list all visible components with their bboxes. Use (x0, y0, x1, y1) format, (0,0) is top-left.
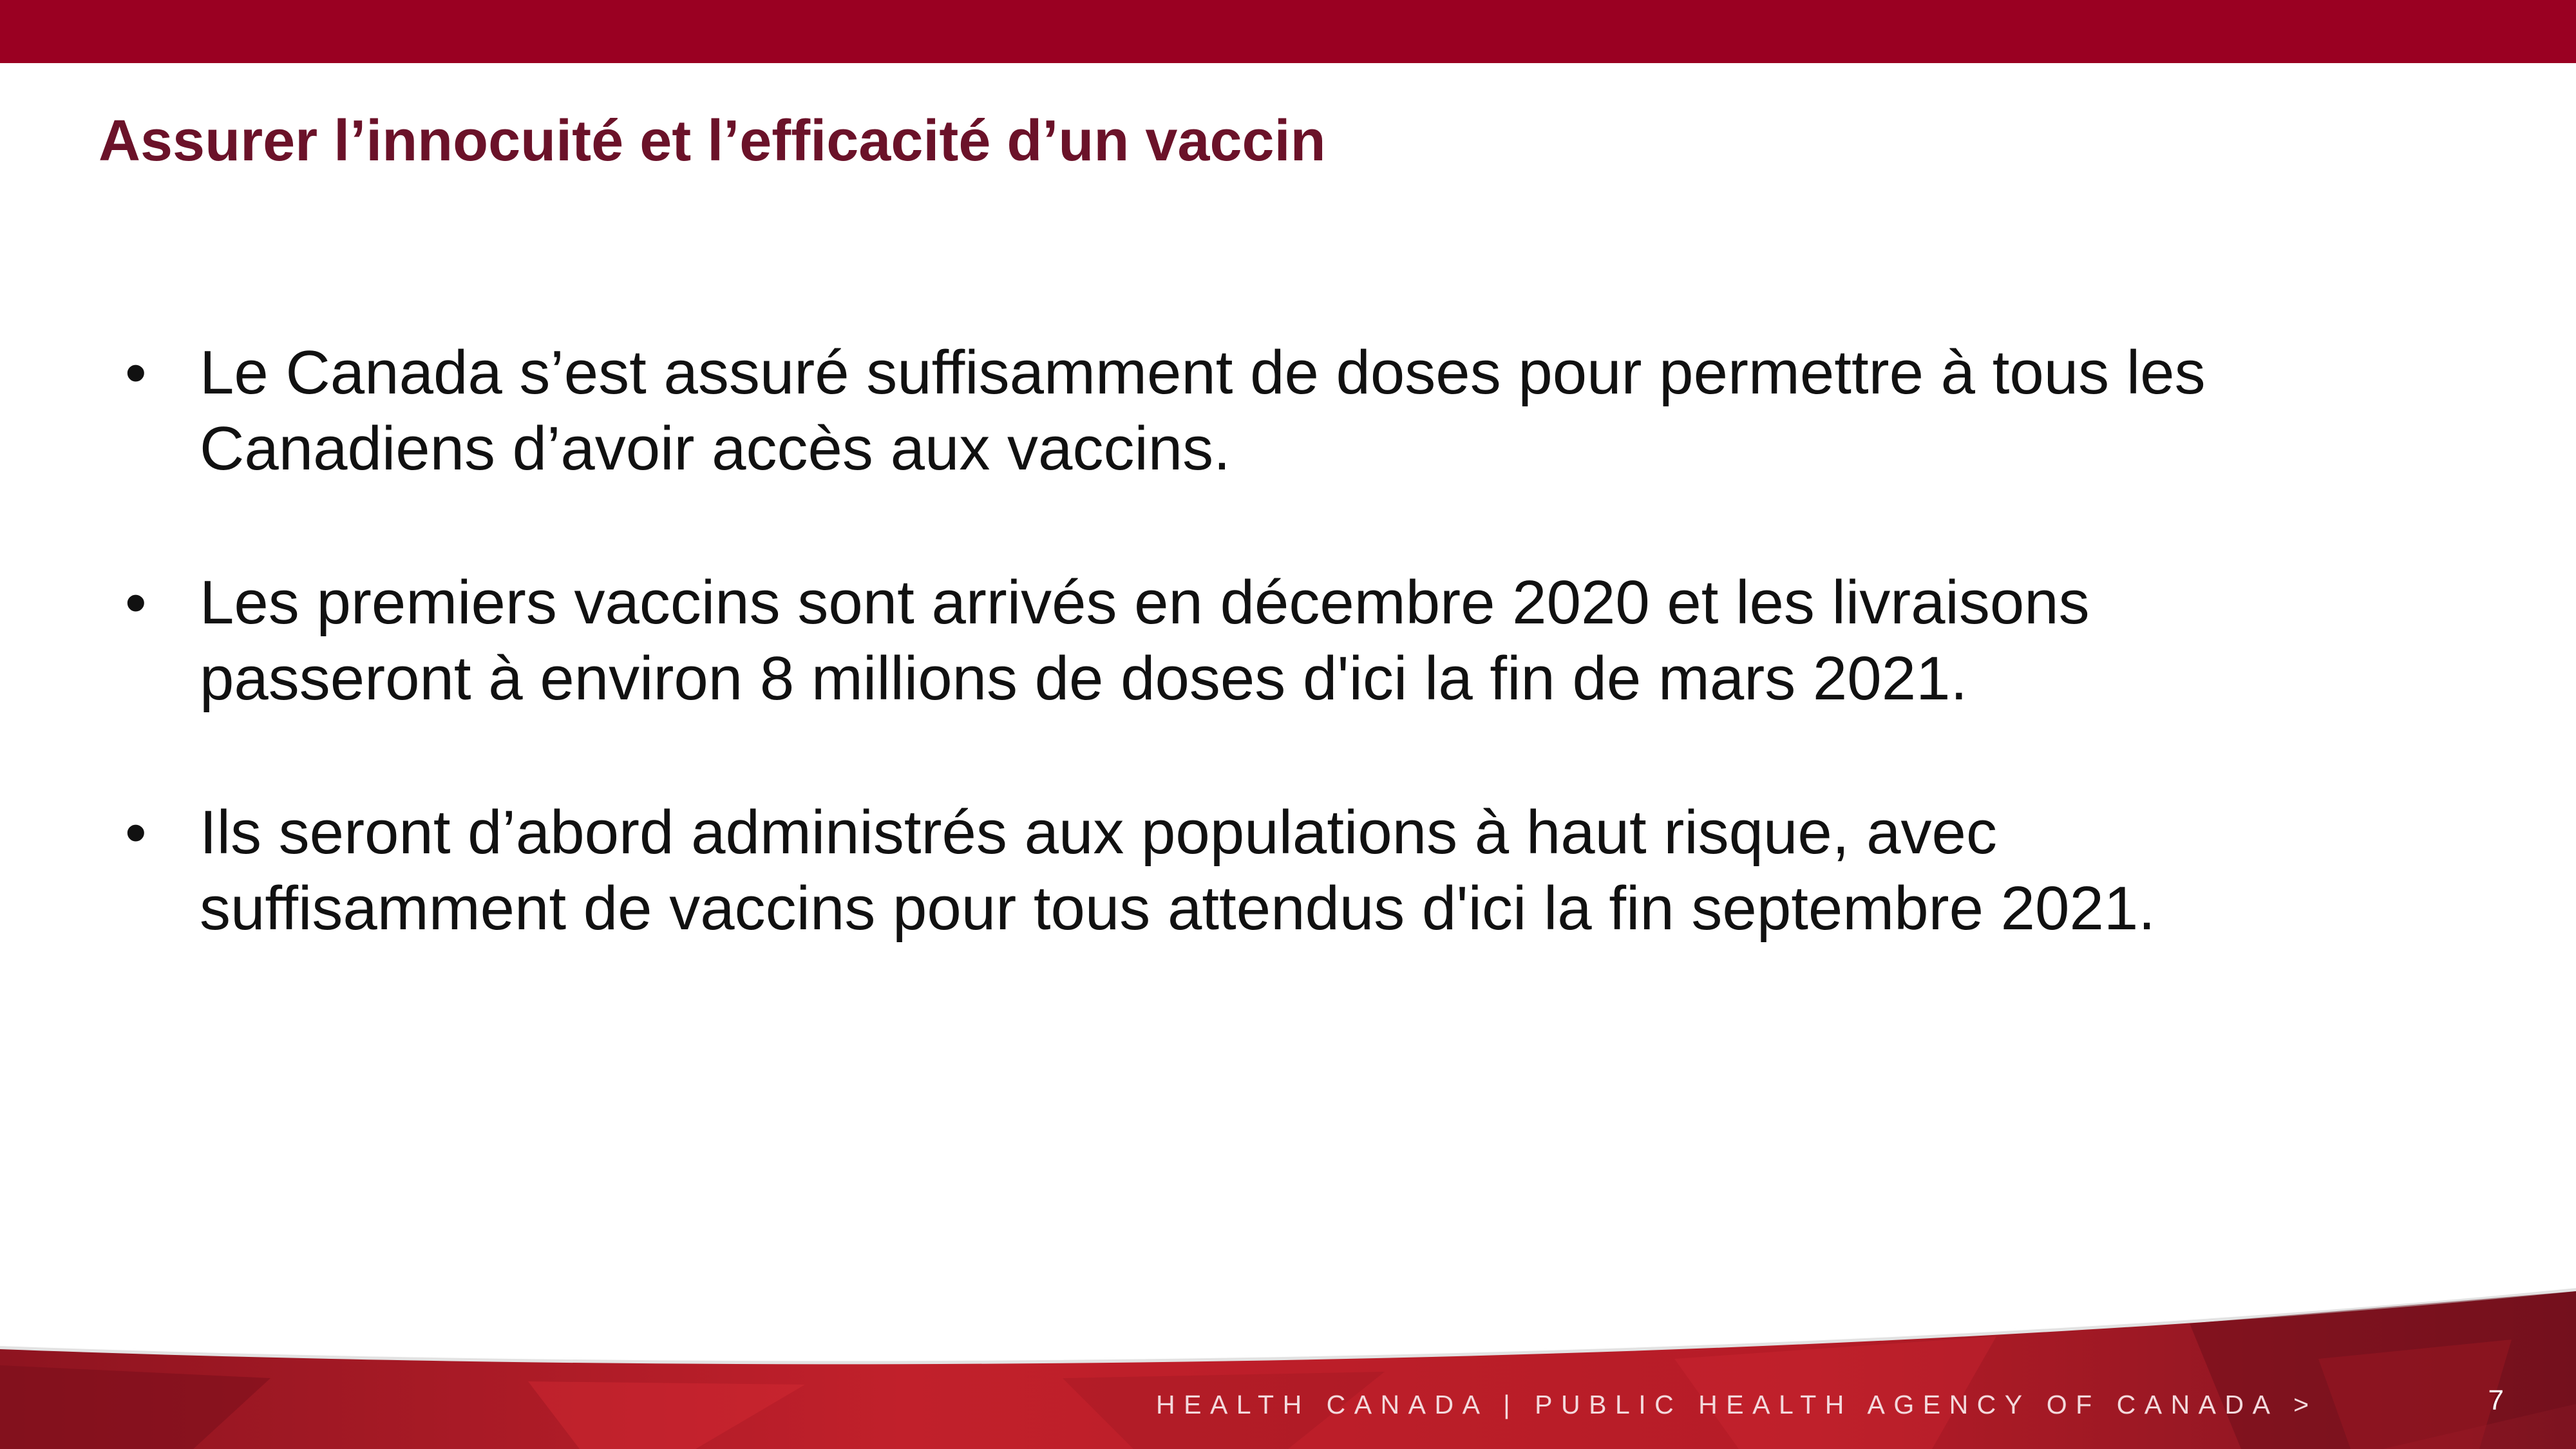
bullet-item (122, 565, 2376, 717)
bullet-marker: • (125, 568, 147, 637)
bullet-text: Le Canada s’est assuré suffisamment de doses pour permettre à tous les Canadiens d’avoir accès aux vaccins. (200, 338, 2206, 483)
slide-title: Assurer l’innocuité et l’efficacité d’un vaccin (99, 109, 1326, 173)
bullet-item (122, 335, 2376, 487)
bullet-text: Les premiers vaccins sont arrivés en décembre 2020 et les livraisons passeront à environ 8 millions de doses d'ici la fin de mars 2021. (200, 568, 2090, 713)
page-number: 7 (2488, 1385, 2504, 1416)
bullet-item (122, 795, 2376, 947)
footer-wave-graphic (0, 1262, 2576, 1449)
top-accent-bar (0, 0, 2576, 63)
footer-agency-text: HEALTH CANADA | PUBLIC HEALTH AGENCY OF CANADA > (1156, 1390, 2318, 1419)
bullet-marker: • (125, 338, 147, 407)
bullet-text: Ils seront d’abord administrés aux populations à haut risque, avec suffisamment de vaccins pour tous attendus d'ici la fin septembre 2021. (200, 798, 2155, 943)
bullet-list (122, 335, 2376, 1025)
footer-band (0, 1262, 2576, 1449)
bullet-marker: • (125, 798, 147, 867)
